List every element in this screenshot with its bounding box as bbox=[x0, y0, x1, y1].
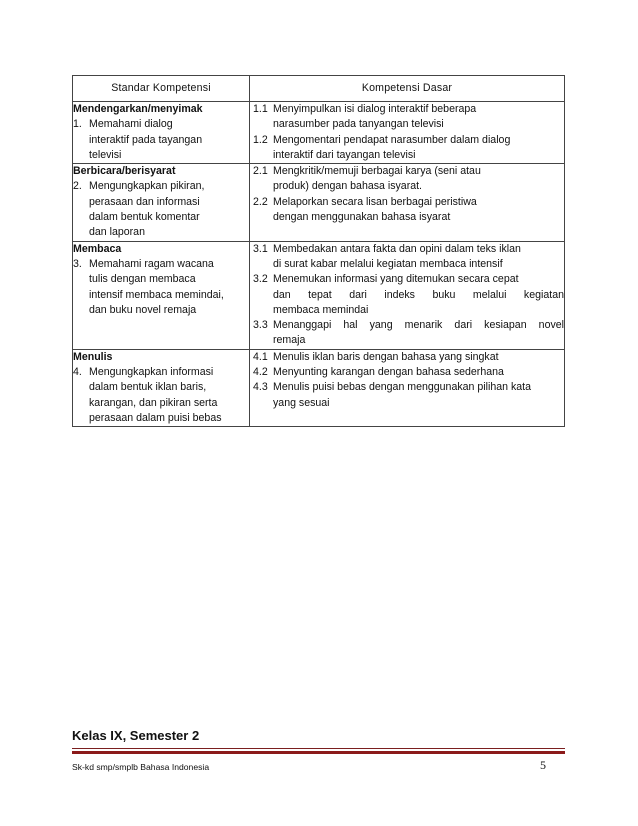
kd-number: 2.1 bbox=[253, 165, 268, 178]
unit-title: Berbicara/berisyarat bbox=[73, 165, 176, 178]
table-row bbox=[73, 241, 565, 349]
sk-number: 4. bbox=[73, 366, 82, 379]
kd-line: di surat kabar melalui kegiatan membaca intensif bbox=[273, 257, 503, 270]
kd-line: membaca memindai bbox=[273, 303, 369, 316]
sk-line: dalam bentuk iklan baris, bbox=[89, 381, 207, 394]
kd-line: Menanggapi hal yang menarik dari kesiapan novel bbox=[273, 319, 564, 332]
kd-line: Melaporkan secara lisan berbagai peristiwa bbox=[273, 195, 477, 208]
kd-line: Menyunting karangan dengan bahasa sederhana bbox=[273, 366, 504, 379]
standar-cell bbox=[73, 164, 250, 241]
kd-line: produk) dengan bahasa isyarat. bbox=[273, 180, 423, 193]
kompetensi-cell bbox=[250, 164, 565, 241]
sk-line: interaktif pada tayangan bbox=[89, 133, 203, 146]
kd-line: dengan menggunakan bahasa isyarat bbox=[273, 211, 451, 224]
kd-number: 2.2 bbox=[253, 195, 268, 208]
kd-line: narasumber pada tanyangan televisi bbox=[273, 118, 444, 131]
kd-item bbox=[250, 102, 564, 133]
kd-line: Menyimpulkan isi dialog interaktif beberapa bbox=[273, 103, 477, 115]
sk-line: dalam bentuk komentar bbox=[89, 211, 200, 224]
sk-line: perasaan dalam puisi bebas bbox=[89, 411, 222, 424]
kd-line: Menulis puisi bebas dengan menggunakan pilihan kata bbox=[273, 381, 531, 394]
kd-item bbox=[250, 365, 564, 380]
table-row bbox=[73, 102, 565, 164]
table-header-row bbox=[73, 76, 565, 102]
competency-table bbox=[72, 75, 565, 427]
kompetensi-cell bbox=[250, 241, 565, 349]
sk-line: dan buku novel remaja bbox=[89, 303, 197, 316]
kd-line: Menulis iklan baris dengan bahasa yang singkat bbox=[273, 350, 499, 363]
footer-note: Sk-kd smp/smplb Bahasa Indonesia bbox=[72, 762, 210, 772]
standar-cell bbox=[73, 102, 250, 164]
kd-item bbox=[250, 350, 564, 365]
kompetensi-cell bbox=[250, 349, 565, 426]
page-number: 5 bbox=[540, 758, 546, 772]
footer-title: Kelas IX, Semester 2 bbox=[72, 728, 200, 743]
kd-line: Membedakan antara fakta dan opini dalam teks iklan bbox=[273, 242, 521, 255]
kd-number: 4.3 bbox=[253, 381, 268, 394]
sk-line: perasaan dan informasi bbox=[89, 195, 200, 208]
sk-line: Mengungkapkan pikiran, bbox=[89, 180, 205, 193]
sk-line: Memahami ragam wacana bbox=[89, 257, 214, 270]
kd-number: 3.2 bbox=[253, 273, 268, 286]
kd-line: Menemukan informasi yang ditemukan secara cepat bbox=[273, 273, 519, 286]
sk-line: dan laporan bbox=[89, 226, 145, 239]
unit-title: Mendengarkan/menyimak bbox=[73, 103, 203, 115]
kd-line: Mengkritik/memuji berbagai karya (seni atau bbox=[273, 165, 481, 178]
kd-item bbox=[250, 164, 564, 195]
sk-number: 3. bbox=[73, 257, 82, 270]
sk-number: 1. bbox=[73, 118, 82, 131]
kd-line: dan tepat dari indeks buku melalui kegiatan bbox=[273, 288, 564, 301]
kd-item bbox=[250, 133, 564, 164]
kd-line: remaja bbox=[273, 334, 306, 347]
kd-line: yang sesuai bbox=[273, 396, 330, 409]
kd-item bbox=[250, 272, 564, 318]
header-standar-kompetensi: Standar Kompetensi bbox=[73, 76, 250, 102]
header-kompetensi-dasar: Kompetensi Dasar bbox=[250, 76, 565, 102]
kd-number: 1.1 bbox=[253, 103, 268, 115]
table-row bbox=[73, 349, 565, 426]
kd-number: 1.2 bbox=[253, 133, 268, 146]
footer-rule-thick bbox=[72, 751, 565, 754]
unit-title: Membaca bbox=[73, 242, 122, 255]
sk-line: televisi bbox=[89, 148, 122, 161]
standar-cell bbox=[73, 349, 250, 426]
kd-number: 3.1 bbox=[253, 242, 268, 255]
standar-cell bbox=[73, 241, 250, 349]
kd-number: 4.1 bbox=[253, 350, 268, 363]
unit-title: Menulis bbox=[73, 350, 113, 363]
kd-item bbox=[250, 242, 564, 273]
kd-line: Mengomentari pendapat narasumber dalam dialog bbox=[273, 133, 511, 146]
kompetensi-cell bbox=[250, 102, 565, 164]
kd-item bbox=[250, 318, 564, 349]
sk-line: Mengungkapkan informasi bbox=[89, 366, 214, 379]
kd-item bbox=[250, 380, 564, 411]
sk-line: karangan, dan pikiran serta bbox=[89, 396, 218, 409]
sk-line: Memahami dialog bbox=[89, 118, 173, 131]
sk-line: tulis dengan membaca bbox=[89, 273, 196, 286]
sk-number: 2. bbox=[73, 180, 82, 193]
kd-number: 3.3 bbox=[253, 319, 268, 332]
table-row bbox=[73, 164, 565, 241]
kd-line: interaktif dari tayangan televisi bbox=[273, 148, 416, 161]
footer-rule-thin bbox=[72, 748, 565, 749]
sk-line: intensif membaca memindai, bbox=[89, 288, 224, 301]
kd-number: 4.2 bbox=[253, 366, 268, 379]
kd-item bbox=[250, 195, 564, 226]
